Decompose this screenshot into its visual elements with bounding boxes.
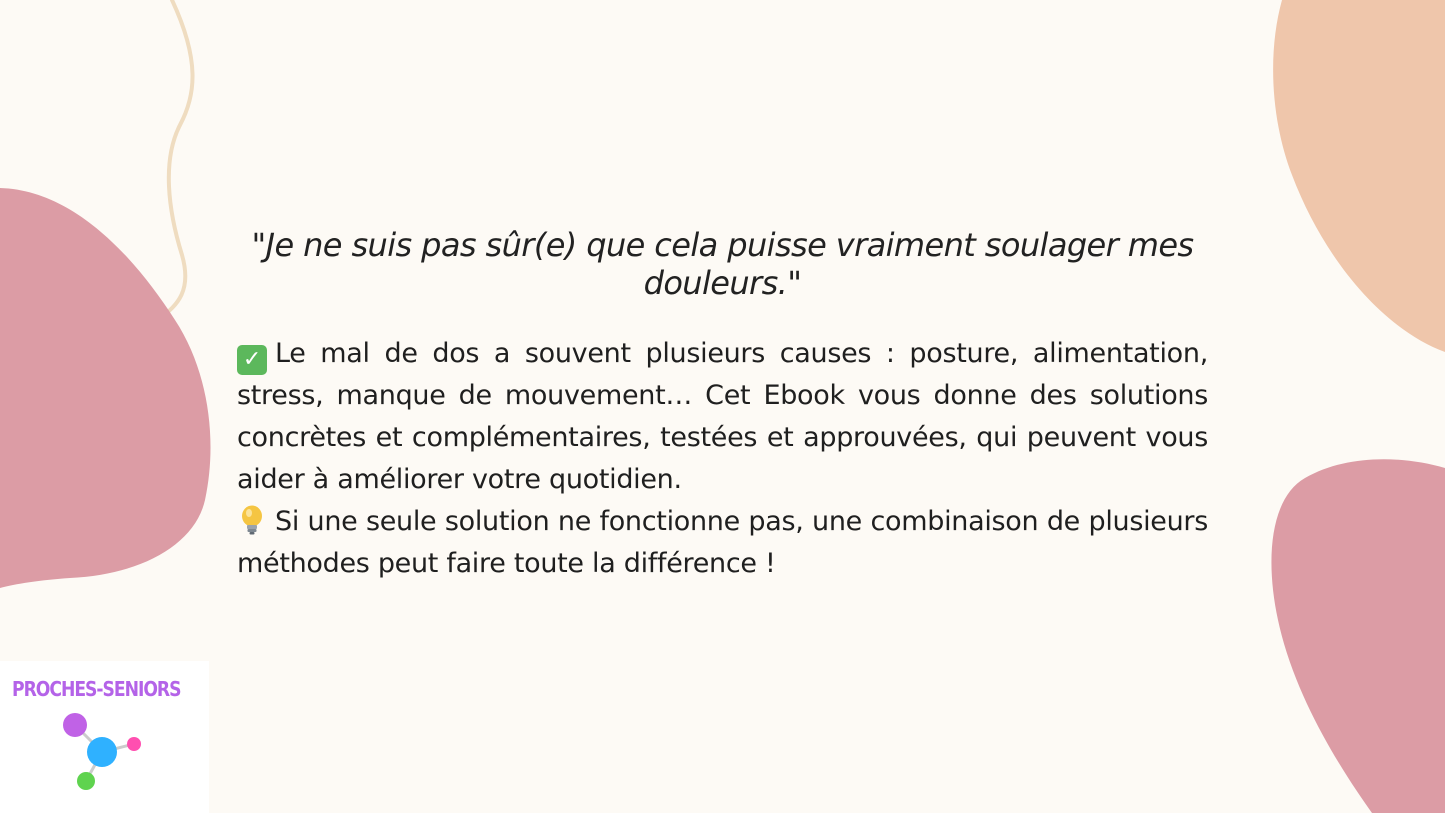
- body-text: [237, 333, 1208, 585]
- pink-blob-left: [0, 188, 211, 588]
- lightbulb-icon: [237, 504, 267, 536]
- molecule-logo-icon: [50, 709, 150, 799]
- check-mark-icon: ✓: [237, 345, 267, 375]
- paragraph-causes: [237, 333, 1208, 501]
- pink-blob-bottom-right: [1271, 459, 1445, 813]
- paragraph-causes-text: Le mal de dos a souvent plusieurs causes : posture, alimentation, stress, manque de mouvement… Cet Ebook vous donne des solutions concrètes et complémentaires, testées et approuvées, qui peuvent vous aider à améliorer votre quotidien.: [237, 338, 1208, 495]
- proches-seniors-logo: [0, 661, 209, 813]
- paragraph-tip: [237, 501, 1208, 585]
- quote-heading: "Je ne suis pas sûr(e) que cela puisse vraiment soulager mes douleurs.": [251, 226, 1194, 302]
- peach-blob-top-right: [1273, 0, 1445, 352]
- logo-text: PROCHES-SENIORS: [12, 677, 181, 701]
- beige-wavy-line: [160, 0, 193, 318]
- paragraph-tip-text: Si une seule solution ne fonctionne pas, une combinaison de plusieurs méthodes peut faire toute la différence !: [237, 506, 1208, 579]
